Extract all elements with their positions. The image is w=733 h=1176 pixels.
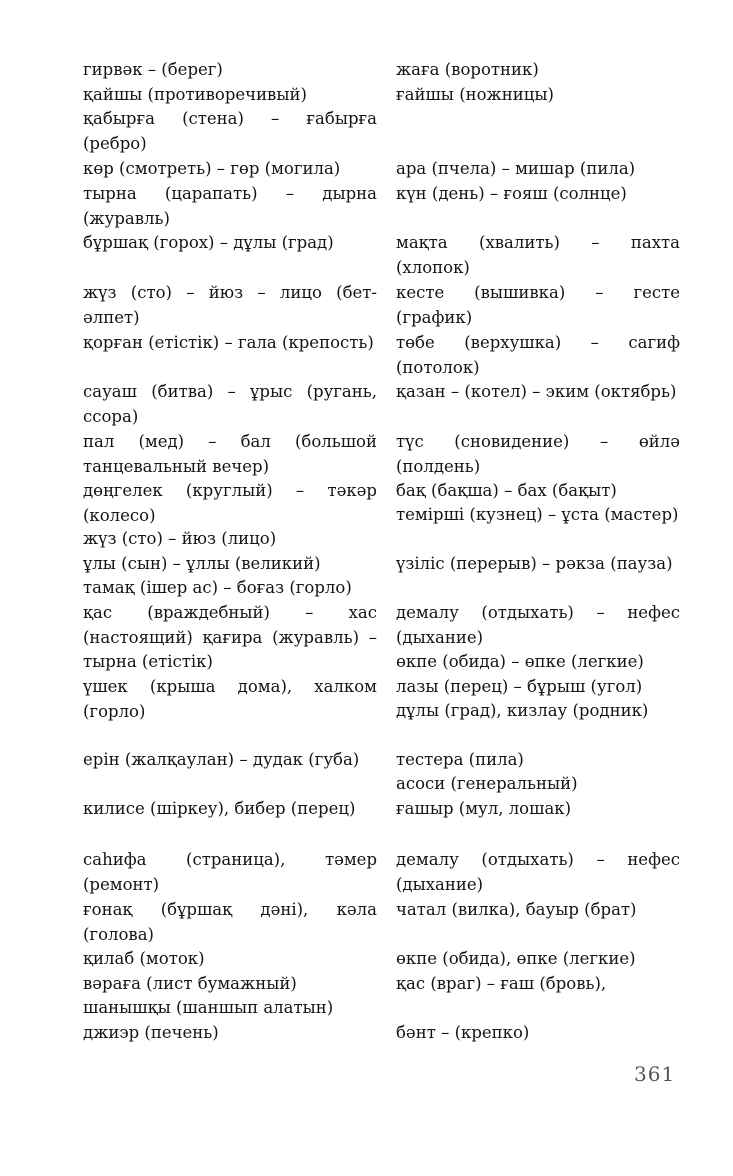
entry: төбе (верхушка) – сагиф (потолок) — [396, 333, 680, 377]
entry: вәраға (лист бумажный) — [83, 974, 297, 993]
entry: өкпе (обида) – өпке (легкие) — [396, 652, 644, 671]
entry: бұршақ (горох) – дұлы (град) — [83, 233, 334, 252]
entry: ғонақ (бұршақ дәні), кәла (голова) — [83, 900, 377, 944]
entry: қилаб (моток) — [83, 949, 205, 968]
entry: саһифа (страница), тәмер (ремонт) — [83, 850, 377, 894]
entry: қас (враг) – ғаш (бровь), — [396, 974, 607, 993]
entry: қас (враждебный) – хас (настоящий) қағира (журавль) – тырна (етістік) — [83, 603, 377, 672]
entry: кесте (вышивка) – гесте (график) — [396, 283, 680, 327]
entry: дөңгелек (круглый) – тәкәр (колесо) — [83, 481, 377, 525]
entry: ғашыр (мул, лошак) — [396, 799, 572, 818]
page-number: 361 — [634, 1062, 676, 1086]
entry: өкпе (обида), өпке (легкие) — [396, 949, 636, 968]
entry: тырна (царапать) – дырна (журавль) — [83, 184, 377, 228]
entry: дұлы (град), кизлау (родник) — [396, 701, 649, 720]
entry: қабырға (стена) – ғабырға (ребро) — [83, 109, 377, 153]
entry: демалу (отдыхать) – нефес (дыхание) — [396, 603, 680, 647]
entry: джиэр (печень) — [83, 1023, 219, 1042]
entry: жүз (сто) – йюз – лицо (бет-әлпет) — [83, 283, 377, 327]
entry: ара (пчела) – мишар (пила) — [396, 159, 636, 178]
entry: сауаш (битва) – ұрыс (ругань, ссора) — [83, 382, 377, 426]
entry: түс (сновидение) – өйлә (полдень) — [396, 432, 680, 476]
entry: пал (мед) – бал (большой танцевальный вечер) — [83, 432, 377, 476]
entry: килисе (шіркеу), бибер (перец) — [83, 799, 356, 818]
entry: темірші (кузнец) – ұста (мастер) — [396, 505, 679, 524]
entry: ғайшы (ножницы) — [396, 85, 554, 104]
entry: қазан – (котел) – эким (октябрь) — [396, 382, 677, 401]
entry: чатал (вилка), бауыр (брат) — [396, 900, 637, 919]
entry: лазы (перец) – бұрыш (угол) — [396, 677, 643, 696]
entry: күн (день) – ғояш (солнце) — [396, 184, 627, 203]
entry: жүз (сто) – йюз (лицо) — [83, 529, 277, 548]
entry: шанышқы (шаншып алатын) — [83, 998, 334, 1017]
entry: қорған (етістік) – гала (крепость) — [83, 333, 374, 352]
entry: жаға (воротник) — [396, 60, 539, 79]
entry: демалу (отдыхать) – нефес (дыхание) — [396, 850, 680, 894]
entry: бақ (бақша) – бах (бақыт) — [396, 481, 617, 500]
entry: үзіліс (перерыв) – рәкза (пауза) — [396, 554, 673, 573]
entry: үшек (крыша дома), халком (горло) — [83, 677, 377, 721]
entry: ерін (жалқаулан) – дудак (губа) — [83, 750, 360, 769]
entry: мақта (хвалить) – пахта (хлопок) — [396, 233, 680, 277]
entry: көр (смотреть) – гөр (могила) — [83, 159, 341, 178]
entry: ұлы (сын) – ұллы (великий) — [83, 554, 321, 573]
entry: гирвәк – (берег) — [83, 60, 223, 79]
entry: асоси (генеральный) — [396, 774, 578, 793]
entry: тестера (пила) — [396, 750, 524, 769]
entry: бәнт – (крепко) — [396, 1023, 530, 1042]
entry: тамақ (ішер ас) – боғаз (горло) — [83, 578, 352, 597]
entry: қайшы (противоречивый) — [83, 85, 307, 104]
